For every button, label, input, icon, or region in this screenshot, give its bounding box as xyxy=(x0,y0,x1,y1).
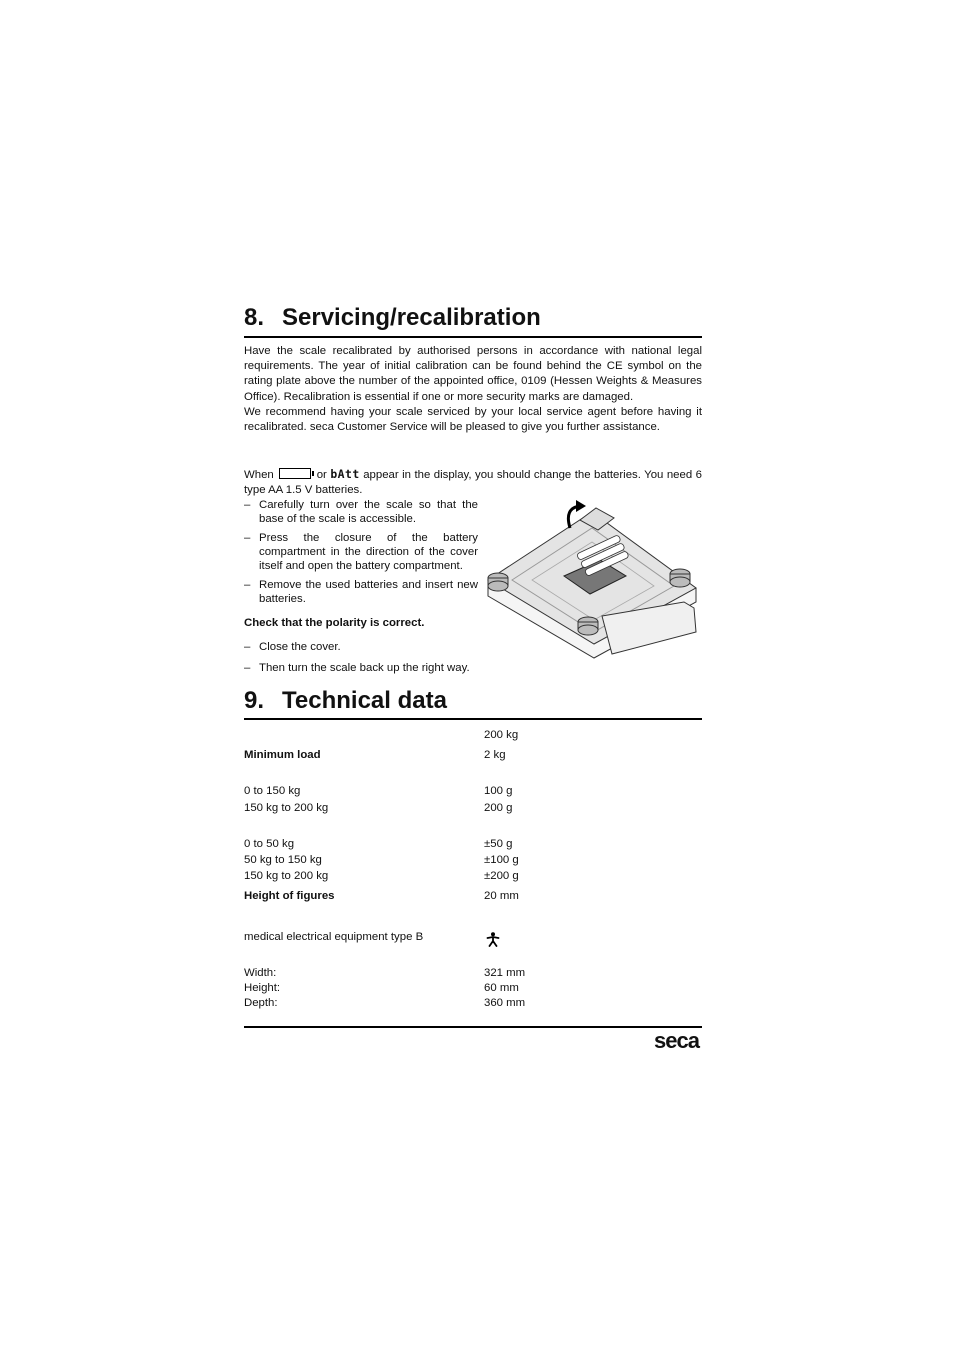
list-item: – Press the closure of the battery compartment in the direction of the cover itself and open the battery compartment. xyxy=(244,532,478,572)
text-when: When xyxy=(244,469,274,481)
list-item: – Remove the used batteries and insert new batteries. xyxy=(244,579,478,605)
scale-battery-illustration xyxy=(484,498,706,664)
paragraph: Have the scale recalibrated by authorised persons in accordance with national legal requirements. The year of initial calibration can be found behind the CE symbol on the rating plate above the number of the appointed office, 0109 (Hessen Weights & Measures Office). Recalibration is essential if one or more security marks are damaged. xyxy=(244,345,702,403)
depth-value: 360 mm xyxy=(484,997,526,1009)
figure-height-label: Height of figures xyxy=(244,890,335,902)
section-title: Technical data xyxy=(282,687,447,714)
section-number: 9. xyxy=(244,687,265,714)
division-value: 200 g xyxy=(484,802,513,814)
division-label: 0 to 150 kg xyxy=(244,785,301,797)
min-load-value: 2 kg xyxy=(484,749,506,761)
tolerance-label: 50 kg to 150 kg xyxy=(244,854,322,866)
division-value: 100 g xyxy=(484,785,513,797)
min-load-label: Minimum load xyxy=(244,749,321,761)
width-label: Width: xyxy=(244,967,277,979)
height-label: Height: xyxy=(244,982,281,994)
text-or: or xyxy=(316,469,327,481)
recalibration-text xyxy=(244,344,702,435)
figure-height-value: 20 mm xyxy=(484,890,519,902)
height-value: 60 mm xyxy=(484,982,519,994)
section-title: Servicing/recalibration xyxy=(282,304,541,331)
section-number: 8. xyxy=(244,304,265,331)
tolerance-value: ±200 g xyxy=(484,870,519,882)
type-b-person-icon xyxy=(486,932,500,947)
tolerance-value: ±50 g xyxy=(484,838,513,850)
section-8-heading xyxy=(244,304,541,332)
display-code: bAtt xyxy=(330,467,360,481)
battery-icon xyxy=(279,468,311,479)
division-label: 150 kg to 200 kg xyxy=(244,802,329,814)
list-item: – Close the cover. xyxy=(244,641,341,653)
width-value: 321 mm xyxy=(484,967,526,979)
capacity-value: 200 kg xyxy=(484,729,519,741)
list-item: – Then turn the scale back up the right way. xyxy=(244,662,470,674)
text-rest: appear in the display, you should change the batteries. You need 6 type AA 1.5 V batteries. xyxy=(244,469,702,497)
list-item: – Carefully turn over the scale so that the base of the scale is accessible. xyxy=(244,499,478,525)
depth-label: Depth: xyxy=(244,997,278,1009)
paragraph: We recommend having your scale serviced by your local service agent before having it recalibrated. seca Customer Service will be pleased to give you further assistance. xyxy=(244,405,702,434)
tolerance-value: ±100 g xyxy=(484,854,519,866)
footer-rule xyxy=(244,1026,702,1028)
heading-rule xyxy=(244,336,702,338)
seca-logo: seca xyxy=(654,1028,699,1053)
tolerance-label: 0 to 50 kg xyxy=(244,838,295,850)
battery-intro xyxy=(244,467,702,498)
section-9-heading xyxy=(244,687,447,715)
equipment-type-label: medical electrical equipment type B xyxy=(244,931,424,943)
heading-rule xyxy=(244,718,702,720)
polarity-note: Check that the polarity is correct. xyxy=(244,617,425,629)
tolerance-label: 150 kg to 200 kg xyxy=(244,870,329,882)
